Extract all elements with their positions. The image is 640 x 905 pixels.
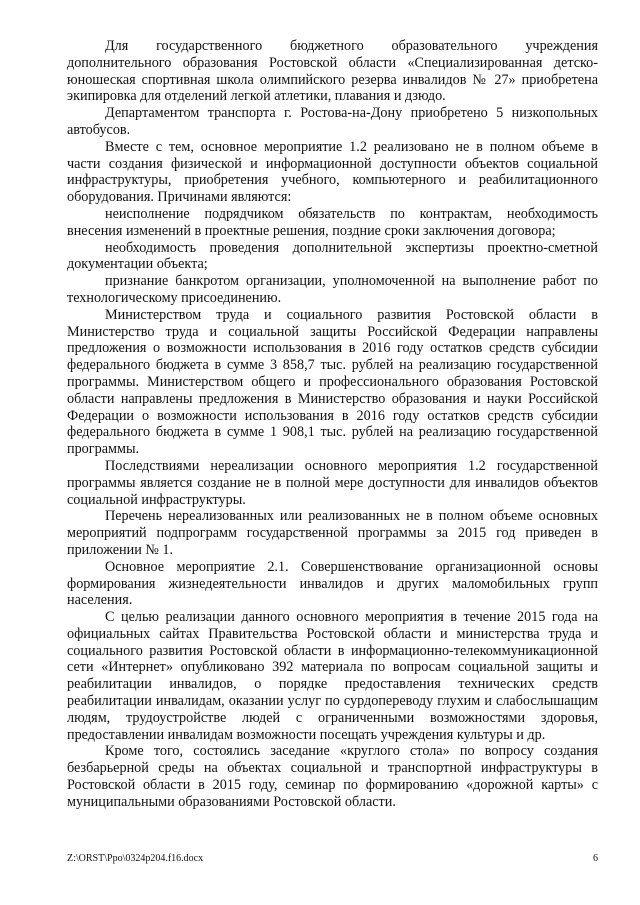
paragraph-4: неисполнение подрядчиком обязательств по контрактам, необходимость внесения изменений в проектные решения, поздние сроки заключения договора; <box>67 205 598 239</box>
document-body <box>67 38 598 811</box>
paragraph-10: Основное мероприятие 2.1. Совершенствование организационной основы формирования жизнедеятельности инвалидов и других маломобильных групп населения. <box>67 558 598 609</box>
paragraph-9: Перечень нереализованных или реализованных не в полном объеме основных мероприятий подпрограмм государственной программы за 2015 год приведен в приложении № 1. <box>67 508 598 558</box>
paragraph-5: необходимость проведения дополнительной экспертизы проектно-сметной документации объекта; <box>67 239 598 273</box>
paragraph-3: Вместе с тем, основное мероприятие 1.2 реализовано не в полном объеме в части создания физической и информационной доступности объектов социальной инфраструктуры, приобретения учебного, компьютерного и реабилитационного оборудования. Причинами являются: <box>67 138 598 206</box>
paragraph-6: признание банкротом организации, уполномоченной на выполнение работ по технологическому присоединению. <box>67 273 598 306</box>
paragraph-2: Департаментом транспорта г. Ростова-на-Дону приобретено 5 низкопольных автобусов. <box>67 105 598 138</box>
paragraph-7: Министерством труда и социального развития Ростовской области в Министерство труда и социальной защиты Российской Федерации направлены предложения о возможности использования в 2016 году остатков средств субсидии федерального бюджета в сумме 3 858,7 тыс. рублей на реализацию государственной программы. Министерством общего и профессионального образования Ростовской области направлены предложения в Министерство образования и науки Российской Федерации о возможности использования в 2016 году остатков средств субсидии федерального бюджета в сумме 1 908,1 тыс. рублей на реализацию государственной программы. <box>67 306 598 458</box>
footer-file-path: Z:\ORST\Ppo\0324p204.f16.docx <box>67 853 204 864</box>
paragraph-11: С целью реализации данного основного мероприятия в течение 2015 года на официальных сайтах Правительства Ростовской области и министерства труда и социального развития Ростовской области в информационно-телекоммуникационной сети «Интернет» опубликовано 392 материала по вопросам социальной защиты и реабилитации инвалидов, о порядке предоставления технических средств реабилитации инвалидам, оказании услуг по сурдопереводу глухим и слабослышащим людям, трудоустройстве людей с ограниченными возможностями здоровья, предоставлении инвалидам возможности посещать учреждения культуры и др. <box>67 609 598 743</box>
paragraph-8: Последствиями нереализации основного мероприятия 1.2 государственной программы является создание не в полной мере доступности для инвалидов объектов социальной инфраструктуры. <box>67 457 598 508</box>
paragraph-1: Для государственного бюджетного образовательного учреждения дополнительного образования Ростовской области «Специализированная детско-юношеская спортивная школа олимпийского резерва инвалидов № 27» приобретена экипировка для отделений легкой атлетики, плавания и дзюдо. <box>67 38 598 105</box>
page-number: 6 <box>593 853 598 864</box>
paragraph-12: Кроме того, состоялись заседание «круглого стола» по вопросу создания безбарьерной среды на объектах социальной и транспортной инфраструктуры в Ростовской области в 2015 году, семинар по формированию «дорожной карты» с муниципальными образованиями Ростовской области. <box>67 743 598 810</box>
